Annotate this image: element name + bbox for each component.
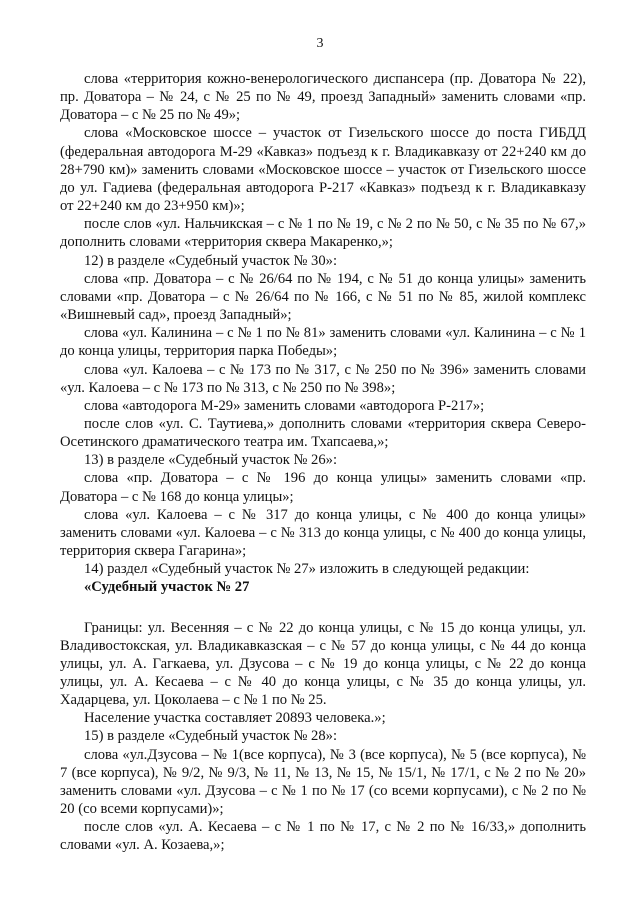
paragraph: после слов «ул. Нальчикская – с № 1 по № 19, с № 2 по № 50, с № 35 по № 67,» дополнить словами «территория сквера Макаренко,»; <box>60 216 586 251</box>
paragraph: 14) раздел «Судебный участок № 27» изложить в следующей редакции: <box>84 561 530 578</box>
paragraph: Население участка составляет 20893 человека.»; <box>84 710 386 727</box>
paragraph: слова «пр. Доватора – с № 26/64 по № 194, с № 51 до конца улицы» заменить словами «пр. Доватора – с № 26/64 по № 166, с № 51 по № 85, жилой комплекс «Вишневый сад», проезд Западный»; <box>60 270 586 324</box>
paragraph: слова «ул. Калоева – с № 173 по № 317, с № 250 по № 396» заменить словами «ул. Калоева – с № 173 по № 313, с № 250 по № 398»; <box>60 361 586 396</box>
section-heading: «Судебный участок № 27 <box>84 579 250 596</box>
paragraph: 12) в разделе «Судебный участок № 30»: <box>84 252 338 269</box>
paragraph: слова «Московское шоссе – участок от Гизельского шоссе до поста ГИБДД (федеральная автодорога М-29 «Кавказ» подъезд к г. Владикавказу от 22+240 км до 28+790 км)» заменить словами «Московское шоссе – участок от Гизельского шоссе до ул. Гадиева (федеральная автодорога Р-217 «Кавказ» подъезд к г. Владикавказу от 22+240 км до 23+950 км)»; <box>60 125 586 215</box>
paragraph: слова «ул. Калоева – с № 317 до конца улицы, с № 400 до конца улицы» заменить словами «ул. Калоева – с № 313 до конца улицы, с № 400 до конца улицы, территория сквера Гагарина»; <box>60 506 586 560</box>
paragraph: Границы: ул. Весенняя – с № 22 до конца улицы, с № 15 до конца улицы, ул. Владивостокская, ул. Владикавказская – с № 57 до конца улицы, с № 44 до конца улицы, ул. А. Гагкаева, ул. Дзусова – с № 19 до конца улицы, с № 22 до конца улицы, ул. А. Кесаева – с № 40 до конца улицы, с № 35 до конца улицы, ул. Хадарцева, ул. Цоколаева – с № 1 по № 25. <box>60 619 586 709</box>
paragraph: после слов «ул. С. Таутиева,» дополнить словами «территория сквера Северо-Осетинского драматического театра им. Тхапсаева,»; <box>60 415 586 451</box>
paragraph: 15) в разделе «Судебный участок № 28»: <box>84 728 338 745</box>
paragraph: слова «пр. Доватора – с № 196 до конца улицы» заменить словами «пр. Доватора – с № 168 до конца улицы»; <box>60 470 586 505</box>
paragraph: слова «автодорога М-29» заменить словами «автодорога Р-217»; <box>84 397 485 414</box>
paragraph: слова «ул.Дзусова – № 1(все корпуса), № 3 (все корпуса), № 5 (все корпуса), № 7 (все корпуса), № 9/2, № 9/3, № 11, № 13, № 15, № 15/1, № 17/1, с № 2 по № 20» заменить словами «ул. Дзусова – с № 1 по № 17 (со всеми корпусами), с № 2 по № 20 (со всеми корпусами)»; <box>60 746 586 818</box>
page-number: 3 <box>316 36 324 51</box>
paragraph: слова «территория кожно-венерологического диспансера (пр. Доватора № 22), пр. Доватора – № 24, с № 25 по № 49, проезд Западный» заменить словами «пр. Доватора – с № 25 по № 49»; <box>60 71 586 124</box>
document-body <box>60 70 586 855</box>
paragraph: слова «ул. Калинина – с № 1 по № 81» заменить словами «ул. Калинина – с № 1 до конца улицы, территория парка Победы»; <box>60 325 586 360</box>
paragraph: после слов «ул. А. Кесаева – с № 1 по № 17, с № 2 по № 16/33,» дополнить словами «ул. А. Козаева,»; <box>60 819 586 854</box>
paragraph: 13) в разделе «Судебный участок № 26»: <box>84 452 338 469</box>
